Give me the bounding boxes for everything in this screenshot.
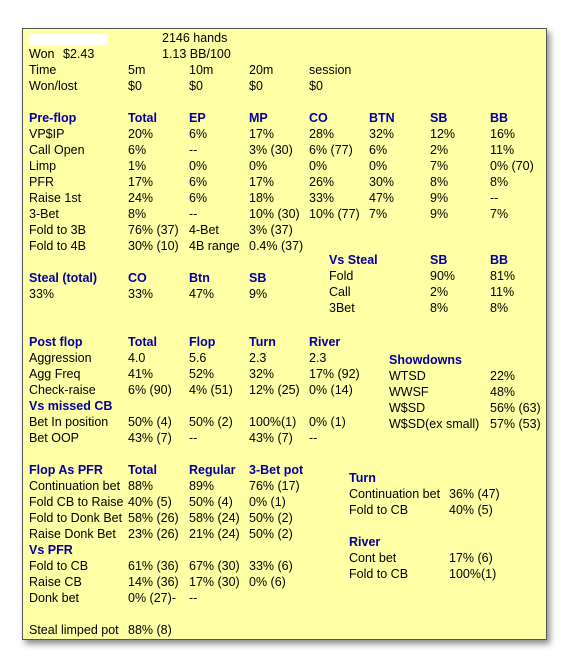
postflop-cell: 12% (25) [249, 383, 300, 397]
vs-steal-row-label: 3Bet [329, 301, 355, 315]
flop-pfr-row-label: Fold CB to Raise [29, 495, 124, 509]
fold-4bet-cell: 30% (10) [128, 239, 179, 253]
showdown-value: 57% (53) [490, 417, 541, 431]
preflop-cell: 0% [309, 159, 328, 173]
flop-pfr-header: Regular [189, 463, 236, 477]
steal-value: 33% [128, 287, 154, 301]
preflop-cell: 30% [369, 175, 395, 189]
period-label: 20m [249, 63, 274, 77]
river-value: 100%(1) [449, 567, 497, 581]
fold-3bet-cell: 3% (37) [249, 223, 293, 237]
preflop-row-label: 3-Bet [29, 207, 59, 221]
vs-pfr-cell: 61% (36) [128, 559, 179, 573]
preflop-header: MP [249, 111, 268, 125]
won-value: $2.43 [63, 47, 95, 61]
won-lost-value: $0 [189, 79, 203, 93]
missed-cb-row-label: Bet OOP [29, 431, 80, 445]
steal-header: Steal (total) [29, 271, 98, 285]
flop-pfr-cell: 58% (24) [189, 511, 240, 525]
postflop-header: Total [128, 335, 157, 349]
river-header: River [349, 535, 381, 549]
postflop-cell: 2.3 [249, 351, 267, 365]
preflop-header: Total [128, 111, 157, 125]
flop-pfr-header: Total [128, 463, 157, 477]
turn-header: Turn [349, 471, 376, 485]
postflop-header: Post flop [29, 335, 83, 349]
flop-pfr-row-label: Raise Donk Bet [29, 527, 116, 541]
preflop-cell: 6% [369, 143, 388, 157]
preflop-cell: 10% (30) [249, 207, 300, 221]
preflop-header: EP [189, 111, 206, 125]
missed-cb-cell: 50% (2) [189, 415, 233, 429]
vs-steal-cell: 8% [490, 301, 509, 315]
vs-pfr-row-label: Fold to CB [29, 559, 89, 573]
preflop-row-label: Raise 1st [29, 191, 82, 205]
flop-pfr-cell: 89% [189, 479, 215, 493]
fold-4bet-cell: Fold to 4B [29, 239, 86, 253]
postflop-header: Turn [249, 335, 276, 349]
showdowns-header: Showdowns [389, 353, 462, 367]
showdown-label: WTSD [389, 369, 426, 383]
preflop-cell: 26% [309, 175, 335, 189]
preflop-cell: 7% [490, 207, 509, 221]
flop-pfr-header: 3-Bet pot [249, 463, 304, 477]
river-value: 17% (6) [449, 551, 493, 565]
preflop-cell: 8% [490, 175, 509, 189]
turn-row-label: Continuation bet [349, 487, 441, 501]
missed-cb-cell: 43% (7) [128, 431, 172, 445]
vs-steal-header: SB [430, 253, 448, 267]
vs-pfr-cell: 33% (6) [249, 559, 293, 573]
won-lost-value: $0 [249, 79, 263, 93]
won-label: Won [29, 47, 55, 61]
postflop-row-label: Aggression [29, 351, 92, 365]
flop-pfr-cell: 50% (2) [249, 527, 293, 541]
preflop-cell: 6% (77) [309, 143, 353, 157]
flop-pfr-cell: 21% (24) [189, 527, 240, 541]
missed-cb-cell: 100%(1) [249, 415, 297, 429]
missed-cb-row-label: Bet In position [29, 415, 109, 429]
hands-count: 2146 hands [162, 31, 228, 45]
period-label: 10m [189, 63, 214, 77]
steal-value: 47% [189, 287, 215, 301]
vs-steal-cell: 2% [430, 285, 449, 299]
fold-4bet-cell: 0.4% (37) [249, 239, 304, 253]
flop-pfr-cell: 0% (1) [249, 495, 286, 509]
vs-steal-header: Vs Steal [329, 253, 378, 267]
steal-header: Btn [189, 271, 210, 285]
fold-3bet-cell: 76% (37) [128, 223, 179, 237]
postflop-cell: 6% (90) [128, 383, 172, 397]
flop-pfr-cell: 40% (5) [128, 495, 172, 509]
won-lost-label: Won/lost [29, 79, 78, 93]
period-label: 5m [128, 63, 146, 77]
preflop-cell: 11% [490, 143, 515, 157]
won-lost-value: $0 [309, 79, 323, 93]
postflop-cell: 4.0 [128, 351, 146, 365]
preflop-row-label: PFR [29, 175, 54, 189]
showdown-value: 22% [490, 369, 516, 383]
preflop-cell: 6% [189, 175, 208, 189]
preflop-cell: -- [189, 143, 198, 157]
preflop-cell: 0% [369, 159, 388, 173]
postflop-cell: 32% [249, 367, 275, 381]
preflop-header: Pre-flop [29, 111, 77, 125]
preflop-cell: 32% [369, 127, 395, 141]
player-name-redacted [29, 34, 107, 45]
preflop-cell: -- [189, 207, 198, 221]
vs-pfr-cell: 0% (6) [249, 575, 286, 589]
preflop-header: BB [490, 111, 509, 125]
vs-pfr-header: Vs PFR [29, 543, 73, 557]
vs-pfr-row-label: Donk bet [29, 591, 80, 605]
preflop-cell: 17% [128, 175, 154, 189]
preflop-cell: 12% [430, 127, 456, 141]
fold-4bet-cell: 4B range [189, 239, 240, 253]
preflop-cell: 9% [430, 191, 449, 205]
preflop-header: SB [430, 111, 448, 125]
flop-pfr-header: Flop As PFR [29, 463, 103, 477]
won-lost-value: $0 [128, 79, 142, 93]
preflop-row-label: Limp [29, 159, 57, 173]
vs-pfr-cell: -- [189, 591, 198, 605]
preflop-row-label: VP$IP [29, 127, 65, 141]
preflop-cell: 3% (30) [249, 143, 293, 157]
preflop-cell: 7% [369, 207, 388, 221]
steal-value: 33% [29, 287, 55, 301]
vs-pfr-cell: 0% (27)- [128, 591, 176, 605]
steal-limped-label: Steal limped pot [29, 623, 119, 637]
preflop-cell: 0% [249, 159, 268, 173]
preflop-cell: 17% [249, 175, 275, 189]
preflop-cell: 2% [430, 143, 449, 157]
preflop-cell: 47% [369, 191, 395, 205]
postflop-header: River [309, 335, 341, 349]
river-row-label: Cont bet [349, 551, 397, 565]
flop-pfr-cell: 58% (26) [128, 511, 179, 525]
vs-steal-row-label: Call [329, 285, 351, 299]
missed-cb-cell: 0% (1) [309, 415, 346, 429]
vs-pfr-cell: 14% (36) [128, 575, 179, 589]
vs-steal-header: BB [490, 253, 509, 267]
postflop-cell: 41% [128, 367, 154, 381]
preflop-cell: 18% [249, 191, 275, 205]
vs-steal-row-label: Fold [329, 269, 354, 283]
postflop-cell: 0% (14) [309, 383, 353, 397]
missed-cb-cell: 50% (4) [128, 415, 172, 429]
preflop-cell: 6% [189, 191, 208, 205]
preflop-header: CO [309, 111, 328, 125]
showdown-label: W$SD(ex small) [389, 417, 480, 431]
hud-stats-panel [22, 28, 547, 640]
steal-header: CO [128, 271, 147, 285]
flop-pfr-cell: 76% (17) [249, 479, 300, 493]
vs-steal-cell: 81% [490, 269, 516, 283]
preflop-cell: 9% [430, 207, 449, 221]
bb-rate: 1.13 BB/100 [162, 47, 231, 61]
preflop-cell: 20% [128, 127, 154, 141]
turn-row-label: Fold to CB [349, 503, 409, 517]
preflop-cell: 10% (77) [309, 207, 360, 221]
flop-pfr-row-label: Continuation bet [29, 479, 121, 493]
vs-pfr-cell: 17% (30) [189, 575, 240, 589]
fold-3bet-cell: 4-Bet [189, 223, 219, 237]
preflop-cell: 8% [430, 175, 449, 189]
vs-missed-cb-header: Vs missed CB [29, 399, 113, 413]
flop-pfr-cell: 88% [128, 479, 154, 493]
preflop-cell: 17% [249, 127, 275, 141]
preflop-cell: 33% [309, 191, 335, 205]
vs-steal-cell: 8% [430, 301, 449, 315]
vs-steal-cell: 90% [430, 269, 456, 283]
showdown-value: 48% [490, 385, 516, 399]
turn-value: 40% (5) [449, 503, 493, 517]
postflop-cell: 2.3 [309, 351, 327, 365]
preflop-row-label: Call Open [29, 143, 85, 157]
turn-value: 36% (47) [449, 487, 500, 501]
showdown-label: W$SD [389, 401, 426, 415]
postflop-cell: 17% (92) [309, 367, 360, 381]
postflop-cell: 5.6 [189, 351, 207, 365]
preflop-cell: 0% (70) [490, 159, 534, 173]
steal-value: 9% [249, 287, 268, 301]
period-label: session [309, 63, 352, 77]
preflop-cell: 28% [309, 127, 335, 141]
flop-pfr-cell: 50% (4) [189, 495, 233, 509]
preflop-header: BTN [369, 111, 395, 125]
vs-steal-cell: 11% [490, 285, 515, 299]
preflop-cell: 16% [490, 127, 516, 141]
postflop-header: Flop [189, 335, 216, 349]
missed-cb-cell: -- [309, 431, 318, 445]
preflop-cell: -- [490, 191, 499, 205]
preflop-cell: 0% [189, 159, 208, 173]
time-label: Time [29, 63, 57, 77]
showdown-label: WWSF [389, 385, 429, 399]
flop-pfr-cell: 50% (2) [249, 511, 293, 525]
showdown-value: 56% (63) [490, 401, 541, 415]
missed-cb-cell: -- [189, 431, 198, 445]
steal-limped-value: 88% (8) [128, 623, 172, 637]
fold-3bet-cell: Fold to 3B [29, 223, 86, 237]
preflop-cell: 8% [128, 207, 147, 221]
postflop-row-label: Agg Freq [29, 367, 81, 381]
postflop-cell: 52% [189, 367, 215, 381]
postflop-cell: 4% (51) [189, 383, 233, 397]
steal-header: SB [249, 271, 267, 285]
preflop-cell: 7% [430, 159, 449, 173]
flop-pfr-cell: 23% (26) [128, 527, 179, 541]
postflop-row-label: Check-raise [29, 383, 96, 397]
preflop-cell: 24% [128, 191, 154, 205]
preflop-cell: 1% [128, 159, 147, 173]
river-row-label: Fold to CB [349, 567, 409, 581]
preflop-cell: 6% [128, 143, 147, 157]
flop-pfr-row-label: Fold to Donk Bet [29, 511, 123, 525]
vs-pfr-cell: 67% (30) [189, 559, 240, 573]
preflop-cell: 6% [189, 127, 208, 141]
vs-pfr-row-label: Raise CB [29, 575, 82, 589]
missed-cb-cell: 43% (7) [249, 431, 293, 445]
